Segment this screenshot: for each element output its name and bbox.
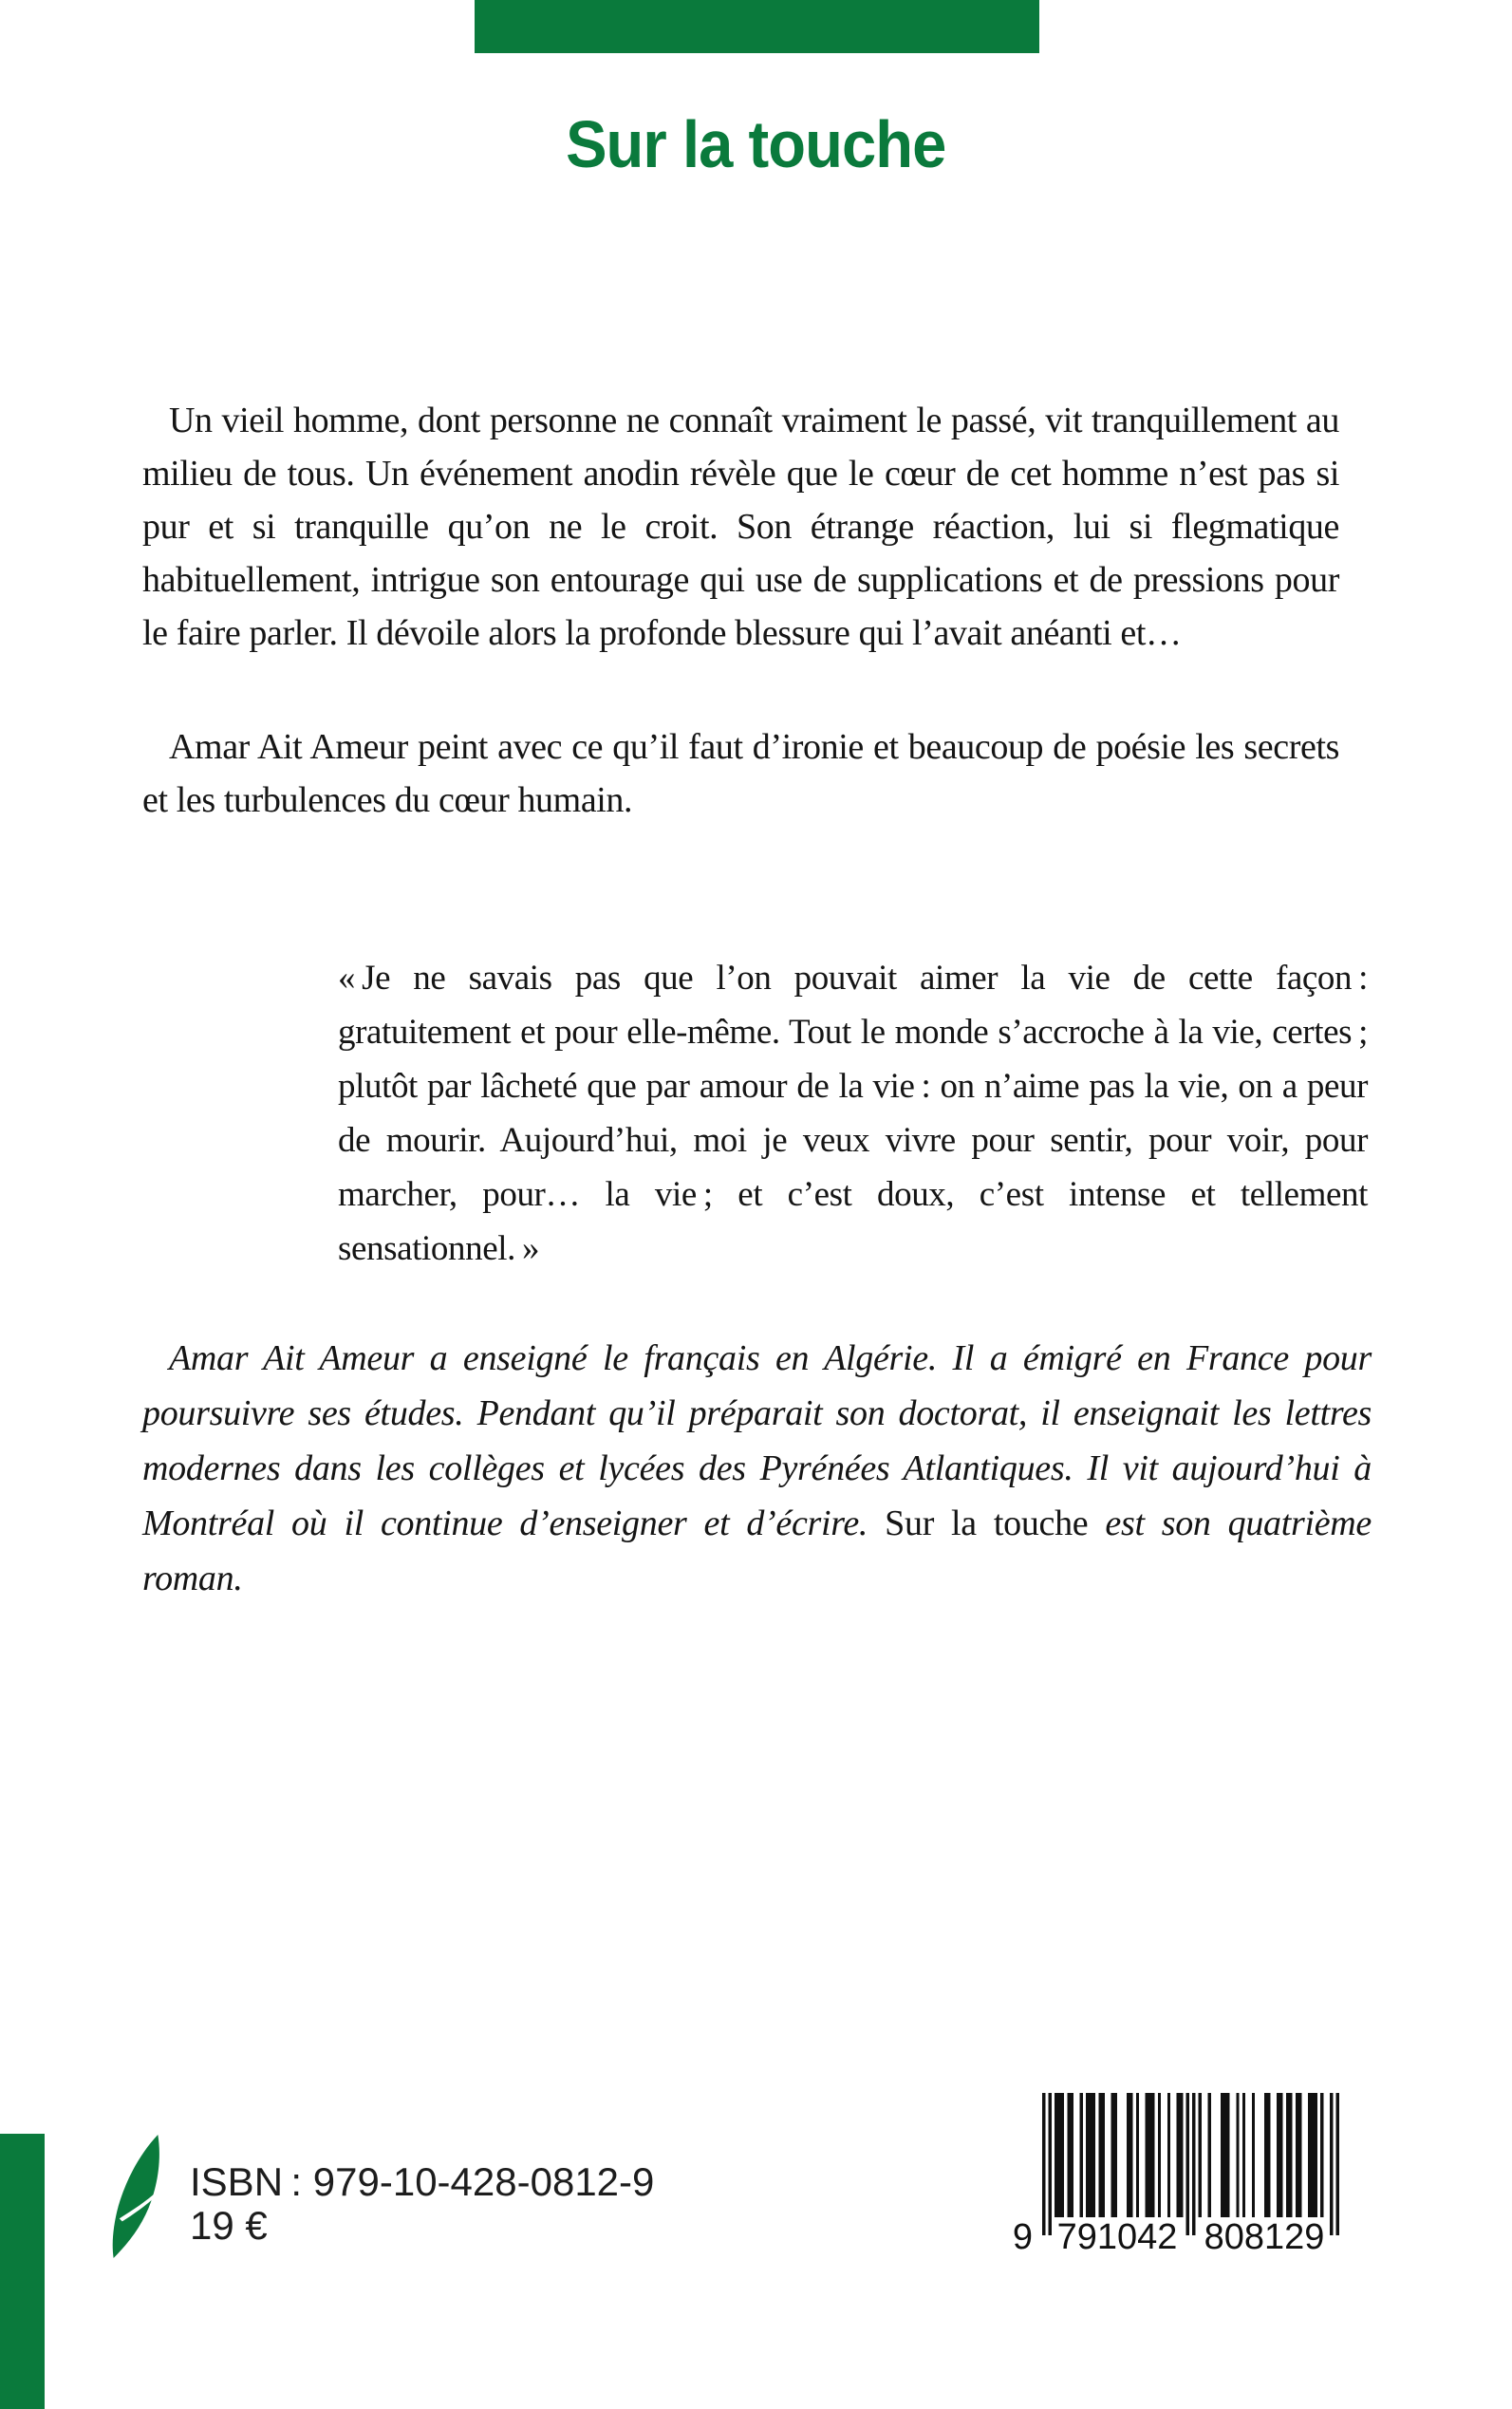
synopsis-paragraph-1: Un vieil homme, dont personne ne connaît vraiment le passé, vit tranquillement au milieu de tous. Un événement anodin révèle que le cœur de cet homme n’est pas si pur et si tranquille qu’on ne le croit. Son étrange réaction, lui si flegmatique habituellement, intrigue son entourage qui use de supplications et de pressions pour le faire parler. Il dévoile alors la profonde blessure qui l’avait anéanti et… xyxy=(142,401,1339,653)
isbn-text: ISBN : 979-10-428-0812-9 xyxy=(190,2159,655,2204)
synopsis xyxy=(142,394,1339,827)
author-bio-text-2: est son quatrième roman. xyxy=(142,1503,1372,1598)
price-text: 19 € xyxy=(190,2203,268,2248)
author-bio xyxy=(142,1331,1372,1606)
synopsis-paragraph-2: Amar Ait Ameur peint avec ce qu’il faut d’ironie et beaucoup de poésie les secrets et les turbulences du cœur humain. xyxy=(142,727,1339,820)
book-title-text: Sur la touche xyxy=(566,107,946,181)
pull-quote: « Je ne savais pas que l’on pouvait aimer la vie de cette façon : gratuitement et pour elle-même. Tout le monde s’accroche à la vie, certes ; plutôt par lâcheté que par amour de la vie : on n’aime pas la vie, on a peur de mourir. Aujourd’hui, moi je veux vivre pour sentir, pour voir, pour marcher, pour… la vie ; et c’est doux, c’est intense et tellement sensationnel. » xyxy=(338,959,1368,1268)
quill-feather-icon xyxy=(106,2134,165,2259)
author-bio-text-1: Amar Ait Ameur a enseigné le français en Algérie. Il a émigré en France pour poursuivre ses études. Pendant qu’il préparait son doctorat, il enseignait les lettres modernes dans les collèges et lycées des Pyrénées Atlantiques. Il vit aujourd’hui à Montréal où il continue d’enseigner et d’écrire. xyxy=(142,1338,1372,1543)
barcode-digit-first: 9 xyxy=(1012,2217,1033,2257)
publisher-color-bar xyxy=(475,0,1039,53)
spine-color-strip xyxy=(0,2134,45,2409)
barcode-digits-left: 791042 xyxy=(1056,2217,1178,2257)
bio-book-title: Sur la touche xyxy=(885,1503,1089,1543)
isbn-price-block xyxy=(190,2160,654,2248)
book-title xyxy=(0,106,1512,182)
barcode-digits-right: 808129 xyxy=(1204,2217,1325,2257)
ean13-barcode xyxy=(1042,2093,1339,2235)
